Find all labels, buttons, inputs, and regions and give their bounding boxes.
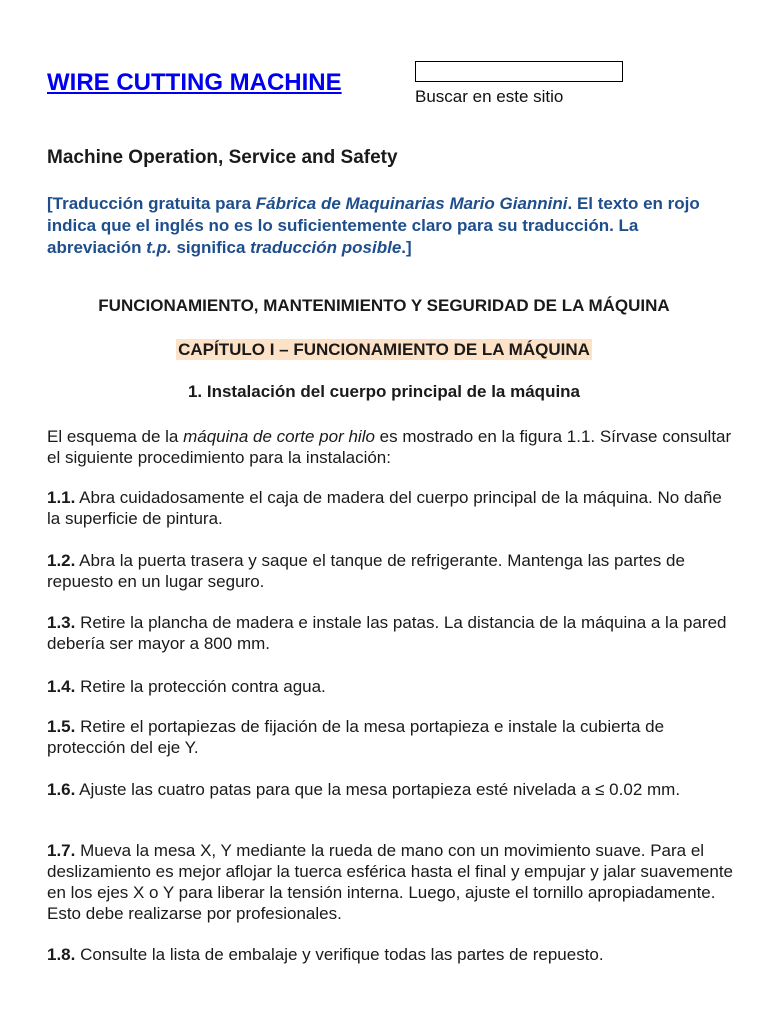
step-text: Abra la puerta trasera y saque el tanque de refrigerante. Mantenga las partes de repuesto en un lugar seguro. <box>47 551 685 591</box>
chapter-title <box>0 340 768 360</box>
note-company: Fábrica de Maquinarias Mario Giannini <box>255 194 568 213</box>
step-paragraph <box>47 487 737 529</box>
step-paragraph <box>47 612 737 654</box>
page-subtitle: Machine Operation, Service and Safety <box>47 147 398 168</box>
note-abbr: t.p. <box>146 238 172 257</box>
step-paragraph <box>47 716 737 758</box>
note-text-3: significa <box>171 238 251 257</box>
step-text: Abra cuidadosamente el caja de madera del cuerpo principal de la máquina. No dañe la superficie de pintura. <box>47 488 722 528</box>
step-paragraph <box>47 944 737 965</box>
section-title: FUNCIONAMIENTO, MANTENIMIENTO Y SEGURIDAD DE LA MÁQUINA <box>98 296 670 315</box>
search-input[interactable] <box>415 61 623 82</box>
step-paragraph <box>47 550 737 592</box>
search-label: Buscar en este sitio <box>415 87 564 106</box>
step-text: Retire el portapiezas de fijación de la mesa portapieza e instale la cubierta de protección del eje Y. <box>47 717 665 757</box>
step-number: 1.5. <box>47 717 76 736</box>
step-number: 1.1. <box>47 488 76 507</box>
translation-note <box>47 193 737 259</box>
step-text: Retire la plancha de madera e instale las patas. La distancia de la máquina a la pared debería ser mayor a 800 mm. <box>47 613 727 653</box>
subsection-title: 1. Instalación del cuerpo principal de la máquina <box>187 382 581 401</box>
step-number: 1.8. <box>47 945 76 964</box>
step-number: 1.7. <box>47 841 76 860</box>
step-text: Mueva la mesa X, Y mediante la rueda de mano con un movimiento suave. Para el deslizamiento es mejor aflojar la tuerca esférica hasta el final y empujar y jalar suavemente en los ejes X o Y para liberar la tensión interna. Luego, ajuste el tornillo apropiadamente. Esto debe realizarse por profesionales. <box>47 841 733 923</box>
step-paragraph <box>47 676 737 697</box>
step-text: Retire la protección contra agua. <box>75 677 326 696</box>
step-paragraph <box>47 779 737 800</box>
note-text-2: . El texto en rojo indica que el inglés no es lo suficientemente claro para su traducción. La abreviación <box>47 194 700 257</box>
step-number: 1.2. <box>47 551 76 570</box>
step-paragraph <box>47 840 737 924</box>
intro-text-1: El esquema de la <box>47 427 184 446</box>
note-abbr-meaning: traducción posible <box>250 238 402 257</box>
step-number: 1.6. <box>47 780 76 799</box>
note-text-1: [Traducción gratuita para <box>47 194 256 213</box>
step-text: Ajuste las cuatro patas para que la mesa portapieza esté nivelada a ≤ 0.02 mm. <box>75 780 681 799</box>
intro-paragraph <box>47 426 737 468</box>
step-number: 1.4. <box>47 677 76 696</box>
note-text-4: .] <box>401 238 412 257</box>
intro-text-2: es mostrado en la figura 1.1. Sírvase consultar el siguiente procedimiento para la instalación: <box>47 427 732 467</box>
site-header <box>47 60 687 112</box>
step-number: 1.3. <box>47 613 76 632</box>
site-title-link[interactable]: WIRE CUTTING MACHINE <box>47 69 342 96</box>
intro-term: máquina de corte por hilo <box>183 427 375 446</box>
step-text: Consulte la lista de embalaje y verifique todas las partes de repuesto. <box>75 945 604 964</box>
chapter-title-text: CAPÍTULO I – FUNCIONAMIENTO DE LA MÁQUINA <box>178 340 590 359</box>
